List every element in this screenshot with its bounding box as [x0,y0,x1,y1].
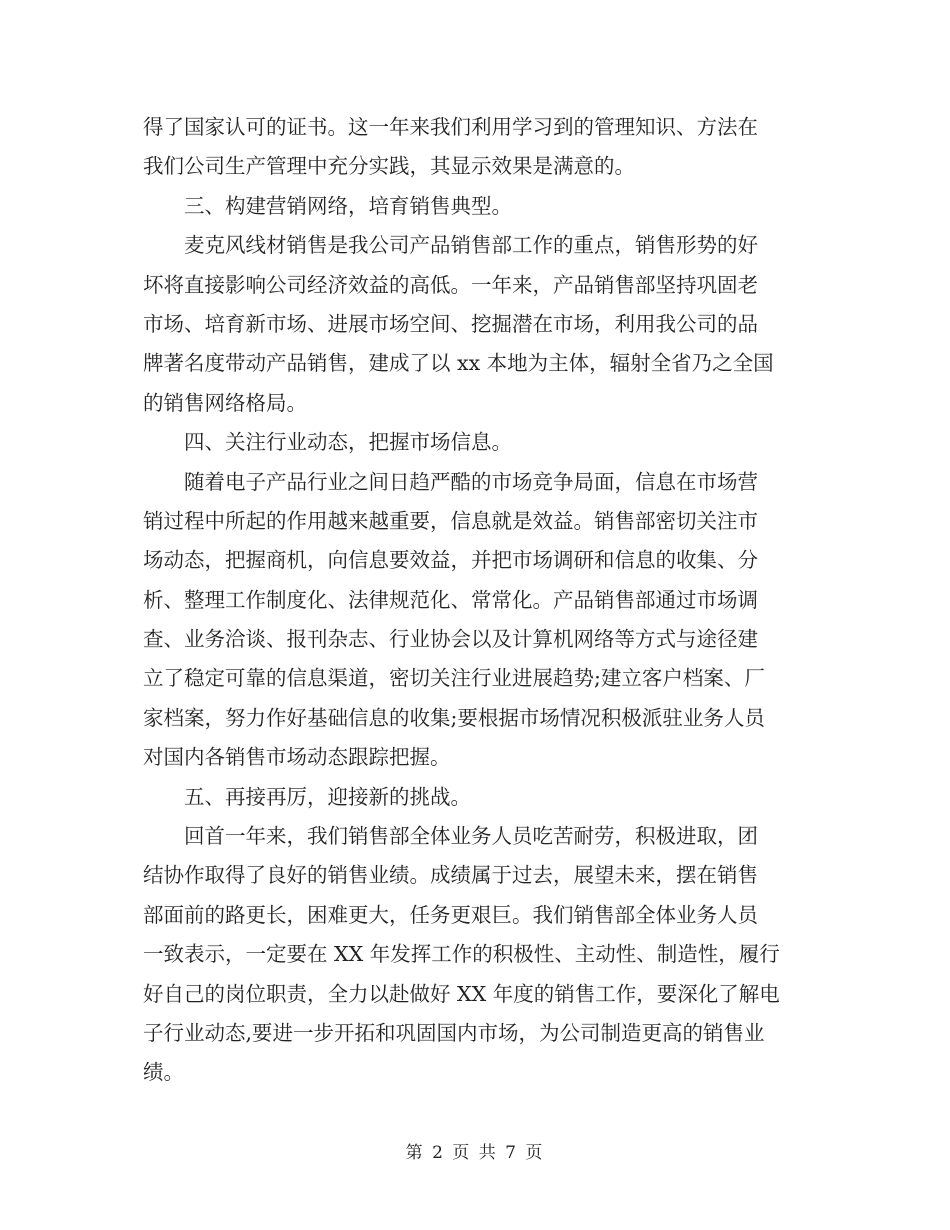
text-line: 市场、培育新市场、进展市场空间、挖掘潜在市场，利用我公司的品 [143,311,758,336]
text-line: 对国内各销售市场动态跟踪把握。 [143,745,451,770]
text-line: 子行业动态,要进一步开拓和巩固国内市场，为公司制造更高的销售业 [143,1020,765,1045]
text-line: 一致表示，一定要在 XX 年发挥工作的积极性、主动性、制造性，履行 [143,942,780,967]
text-line: 析、整理工作制度化、法律规范化、常常化。产品销售部通过市场调 [143,587,758,612]
text-line: 绩。 [143,1060,184,1085]
text-line: 坏将直接影响公司经济效益的高低。一年来，产品销售部坚持巩固老 [143,272,758,297]
text-line: 家档案，努力作好基础信息的收集;要根据市场情况积极派驻业务人员 [143,705,765,730]
text-line: 部面前的路更长，困难更大，任务更艰巨。我们销售部全体业务人员 [143,902,758,927]
text-line: 好自己的岗位职责，全力以赴做好 XX 年度的销售工作，要深化了解电 [143,981,780,1006]
text-line: 我们公司生产管理中充分实践，其显示效果是满意的。 [143,154,635,179]
text-line: 回首一年来，我们销售部全体业务人员吃苦耐劳，积极进取，团 [143,824,758,849]
text-line: 的销售网络格局。 [143,390,307,415]
text-line: 麦克风线材销售是我公司产品销售部工作的重点，销售形势的好 [143,233,758,258]
text-line: 得了国家认可的证书。这一年来我们利用学习到的管理知识、方法在 [143,115,758,139]
text-line: 查、业务洽谈、报刊杂志、行业协会以及计算机网络等方式与途径建 [143,627,758,652]
text-line: 销过程中所起的作用越来越重要，信息就是效益。销售部密切关注市 [143,508,758,533]
section-heading: 三、构建营销网络，培育销售典型。 [143,193,512,218]
text-line: 场动态，把握商机，向信息要效益，并把市场调研和信息的收集、分 [143,548,758,573]
text-line: 结协作取得了良好的销售业绩。成绩属于过去，展望未来，摆在销售 [143,863,758,888]
text-line: 牌著名度带动产品销售，建成了以 xx 本地为主体，辐射全省乃之全国 [143,351,774,376]
section-heading: 四、关注行业动态，把握市场信息。 [143,430,512,455]
text-line: 随着电子产品行业之间日趋严酷的市场竞争局面，信息在市场营 [143,469,758,494]
text-line: 立了稳定可靠的信息渠道，密切关注行业进展趋势;建立客户档案、厂 [143,666,765,691]
section-heading: 五、再接再厉，迎接新的挑战。 [143,784,471,809]
page-number: 第 2 页 共 7 页 [405,1143,545,1163]
body-text [143,108,811,1093]
